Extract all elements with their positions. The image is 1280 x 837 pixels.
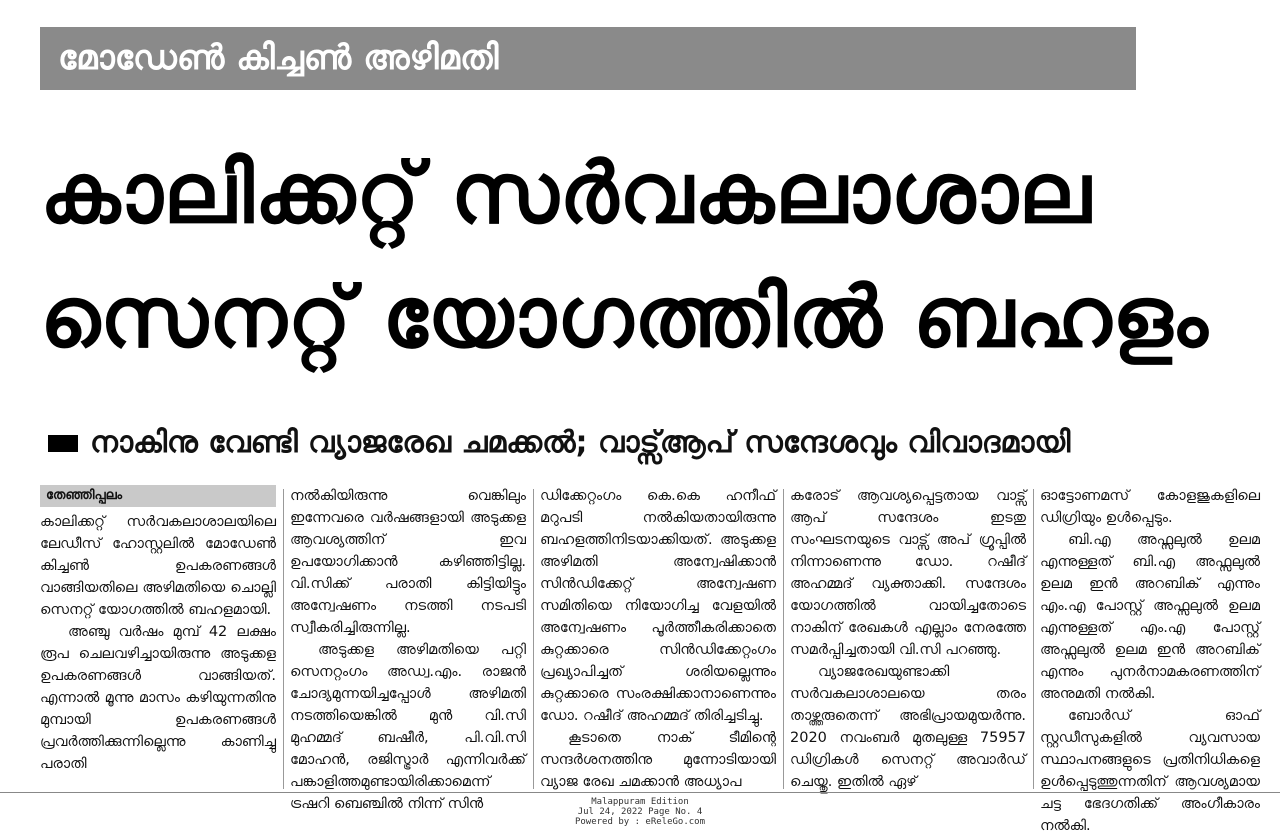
article-column-1 [40, 485, 276, 787]
page-footer [0, 792, 1280, 831]
kicker-banner: മോഡേൺ കിച്ചൺ അഴിമതി [40, 27, 1136, 90]
column-paragraph: കൂടാതെ നാക് ടീമിന്റെ സന്ദർശനത്തിനു മുന്നോടിയായി വ്യാജ രേഖ ചമക്കാൻ അധ്യാപ [540, 730, 776, 790]
dateline-tag: തേഞ്ഞിപ്പലം [40, 485, 276, 507]
powered-by-link[interactable]: Powered by : eReleGo.com [574, 817, 706, 827]
column-paragraph: വ്യാജരേഖയുണ്ടാക്കി സർവകലാശാലയെ തരം താഴ്ത്തരുതെന്ന് അഭിപ്രായമുയർന്നു. 2020 നവംബർ മുതലുള്ള 75957 ഡിഗ്രികൾ സെനറ്റ് അവാർഡ് ചെയ്തു. ഇതിൽ ഏഴ് [790, 664, 1026, 790]
column-paragraph: ഓട്ടോണമസ് കോളജുകളിലെ ഡിഗ്രിയും ഉൾപ്പെടും. [1040, 488, 1260, 526]
article-column-5 [1040, 485, 1260, 834]
column-paragraph: അഞ്ചു വർഷം മുമ്പ് 42 ലക്ഷം രൂപ ചെലവഴിച്ചായിരുന്നു അടുക്കള ഉപകരണങ്ങൾ വാങ്ങിയത്. എന്നാൽ മൂന്നു മാസം കഴിയുന്നതിനു മുമ്പായി ഉപകരണങ്ങൾ പ്രവർത്തിക്കുന്നില്ലെന്നു കാണിച്ചു പരാതി [40, 624, 276, 772]
headline-line-1: കാലിക്കറ്റ് സർവകലാശാല [40, 144, 1092, 242]
headline-line-2: സെനറ്റ് യോഗത്തിൽ ബഹളം [40, 268, 1209, 366]
article-column-3 [540, 485, 776, 790]
column-divider [533, 489, 534, 789]
bullet-icon [48, 435, 78, 452]
column-paragraph: കാലിക്കറ്റ് സർവകലാശാലയിലെ ലേഡീസ് ഹോസ്റ്റലിൽ മോഡേൺ കിച്ചൺ ഉപകരണങ്ങൾ വാങ്ങിയതിലെ അഴിമതിയെ ചൊല്ലി സെനറ്റ് യോഗത്തിൽ ബഹളമായി. [40, 514, 276, 618]
column-paragraph: അടുക്കള അഴിമതിയെ പറ്റി സെനറ്റംഗം അഡ്വ.എം. രാജൻ ചോദ്യമുന്നയിച്ചപ്പോൾ അഴിമതി നടത്തിയെങ്കിൽ മുൻ വി.സി മുഹമ്മദ് ബഷീർ, പി.വി.സി മോഹൻ, രജിസ്ട്രാർ എന്നിവർക്ക് പങ്കാളിത്തമുണ്ടായിരിക്കാമെന്ന് ട്രഷറി ബെഞ്ചിൽ നിന്ന് സിൻ [290, 642, 526, 812]
article-column-4 [790, 485, 1026, 790]
subheadline [48, 415, 1268, 471]
column-paragraph: ഡിക്കേറ്റംഗം കെ.കെ ഹനീഫ് മറുപടി നൽകിയതായിരുന്നു ബഹളത്തിനിടയാക്കിയത്. അടുക്കള അഴിമതി അന്വേഷിക്കാൻ സിൻഡിക്കേറ്റ് അന്വേഷണ സമിതിയെ നിയോഗിച്ച വേളയിൽ അന്വേഷണം പൂർത്തീകരിക്കാതെ കുറ്റക്കാരെ സിൻഡിക്കേറ്റംഗം പ്രഖ്യാപിച്ചത് ശരിയല്ലെന്നും കുറ്റക്കാരെ സംരക്ഷിക്കാനാണെന്നും ഡോ. റഷീദ് അഹമ്മദ് തിരിച്ചടിച്ചു. [540, 488, 776, 724]
column-divider [1033, 489, 1034, 789]
date-page-label: Jul 24, 2022 Page No. 4 [577, 807, 703, 817]
column-paragraph: കരോട് ആവശ്യപ്പെട്ടതായ വാട്സ് ആപ് സന്ദേശം ഇടതു സംഘടനയുടെ വാട്സ് അപ് ഗ്രൂപ്പിൽ നിന്നാണെന്നു ഡോ. റഷീദ് അഹമ്മദ് വ്യക്താക്കി. സന്ദേശം യോഗത്തിൽ വായിച്ചതോടെ നാകിന് രേഖകൾ എല്ലാം നേരത്തേ സമർപ്പിച്ചതായി വി.സി പറഞ്ഞു. [790, 488, 1026, 658]
edition-label: Malappuram Edition [591, 797, 689, 807]
article-column-2 [290, 485, 526, 812]
column-divider [783, 489, 784, 789]
column-divider [283, 489, 284, 789]
column-paragraph: നൽകിയിരുന്നു വെങ്കിലും ഇന്നേവരെ വർഷങ്ങളായി അടുക്കള ആവശ്യത്തിന് ഇവ ഉപയോഗിക്കാൻ കഴിഞ്ഞിട്ടില്ല. വി.സിക്ക് പരാതി കിട്ടിയിട്ടും അന്വേഷണം നടത്തി നടപടി സ്വീകരിച്ചിരുന്നില്ല. [290, 488, 526, 636]
subheadline-text: നാകിനു വേണ്ടി വ്യാജരേഖ ചമക്കൽ; വാട്സ്ആപ് സന്ദേശവും വിവാദമായി [90, 425, 1071, 460]
column-paragraph: ബോർഡ് ഓഫ് സ്റ്റഡീസുകളിൽ വ്യവസായ സ്ഥാപനങ്ങളുടെ പ്രതിനിധികളെ ഉൾപ്പെടുത്തുന്നതിന് ആവശ്യമായ ചട്ട ഭേദഗതിക്ക് അംഗീകാരം നൽകി. [1040, 708, 1260, 834]
column-paragraph: ബി.എ അഫ്സലുൽ ഉലമ എന്നുള്ളത് ബി.എ അഫ്സലുൽ ഉലമ ഇൻ അറബിക് എന്നും എം.എ പോസ്റ്റ് അഫ്സലുൽ ഉലമ എന്നുള്ളത് എം.എ പോസ്റ്റ് അഫ്സലുൽ ഉലമ ഇൻ അറബിക് എന്നും പുനർനാമകരണത്തിന് അനുമതി നൽകി. [1040, 532, 1260, 702]
